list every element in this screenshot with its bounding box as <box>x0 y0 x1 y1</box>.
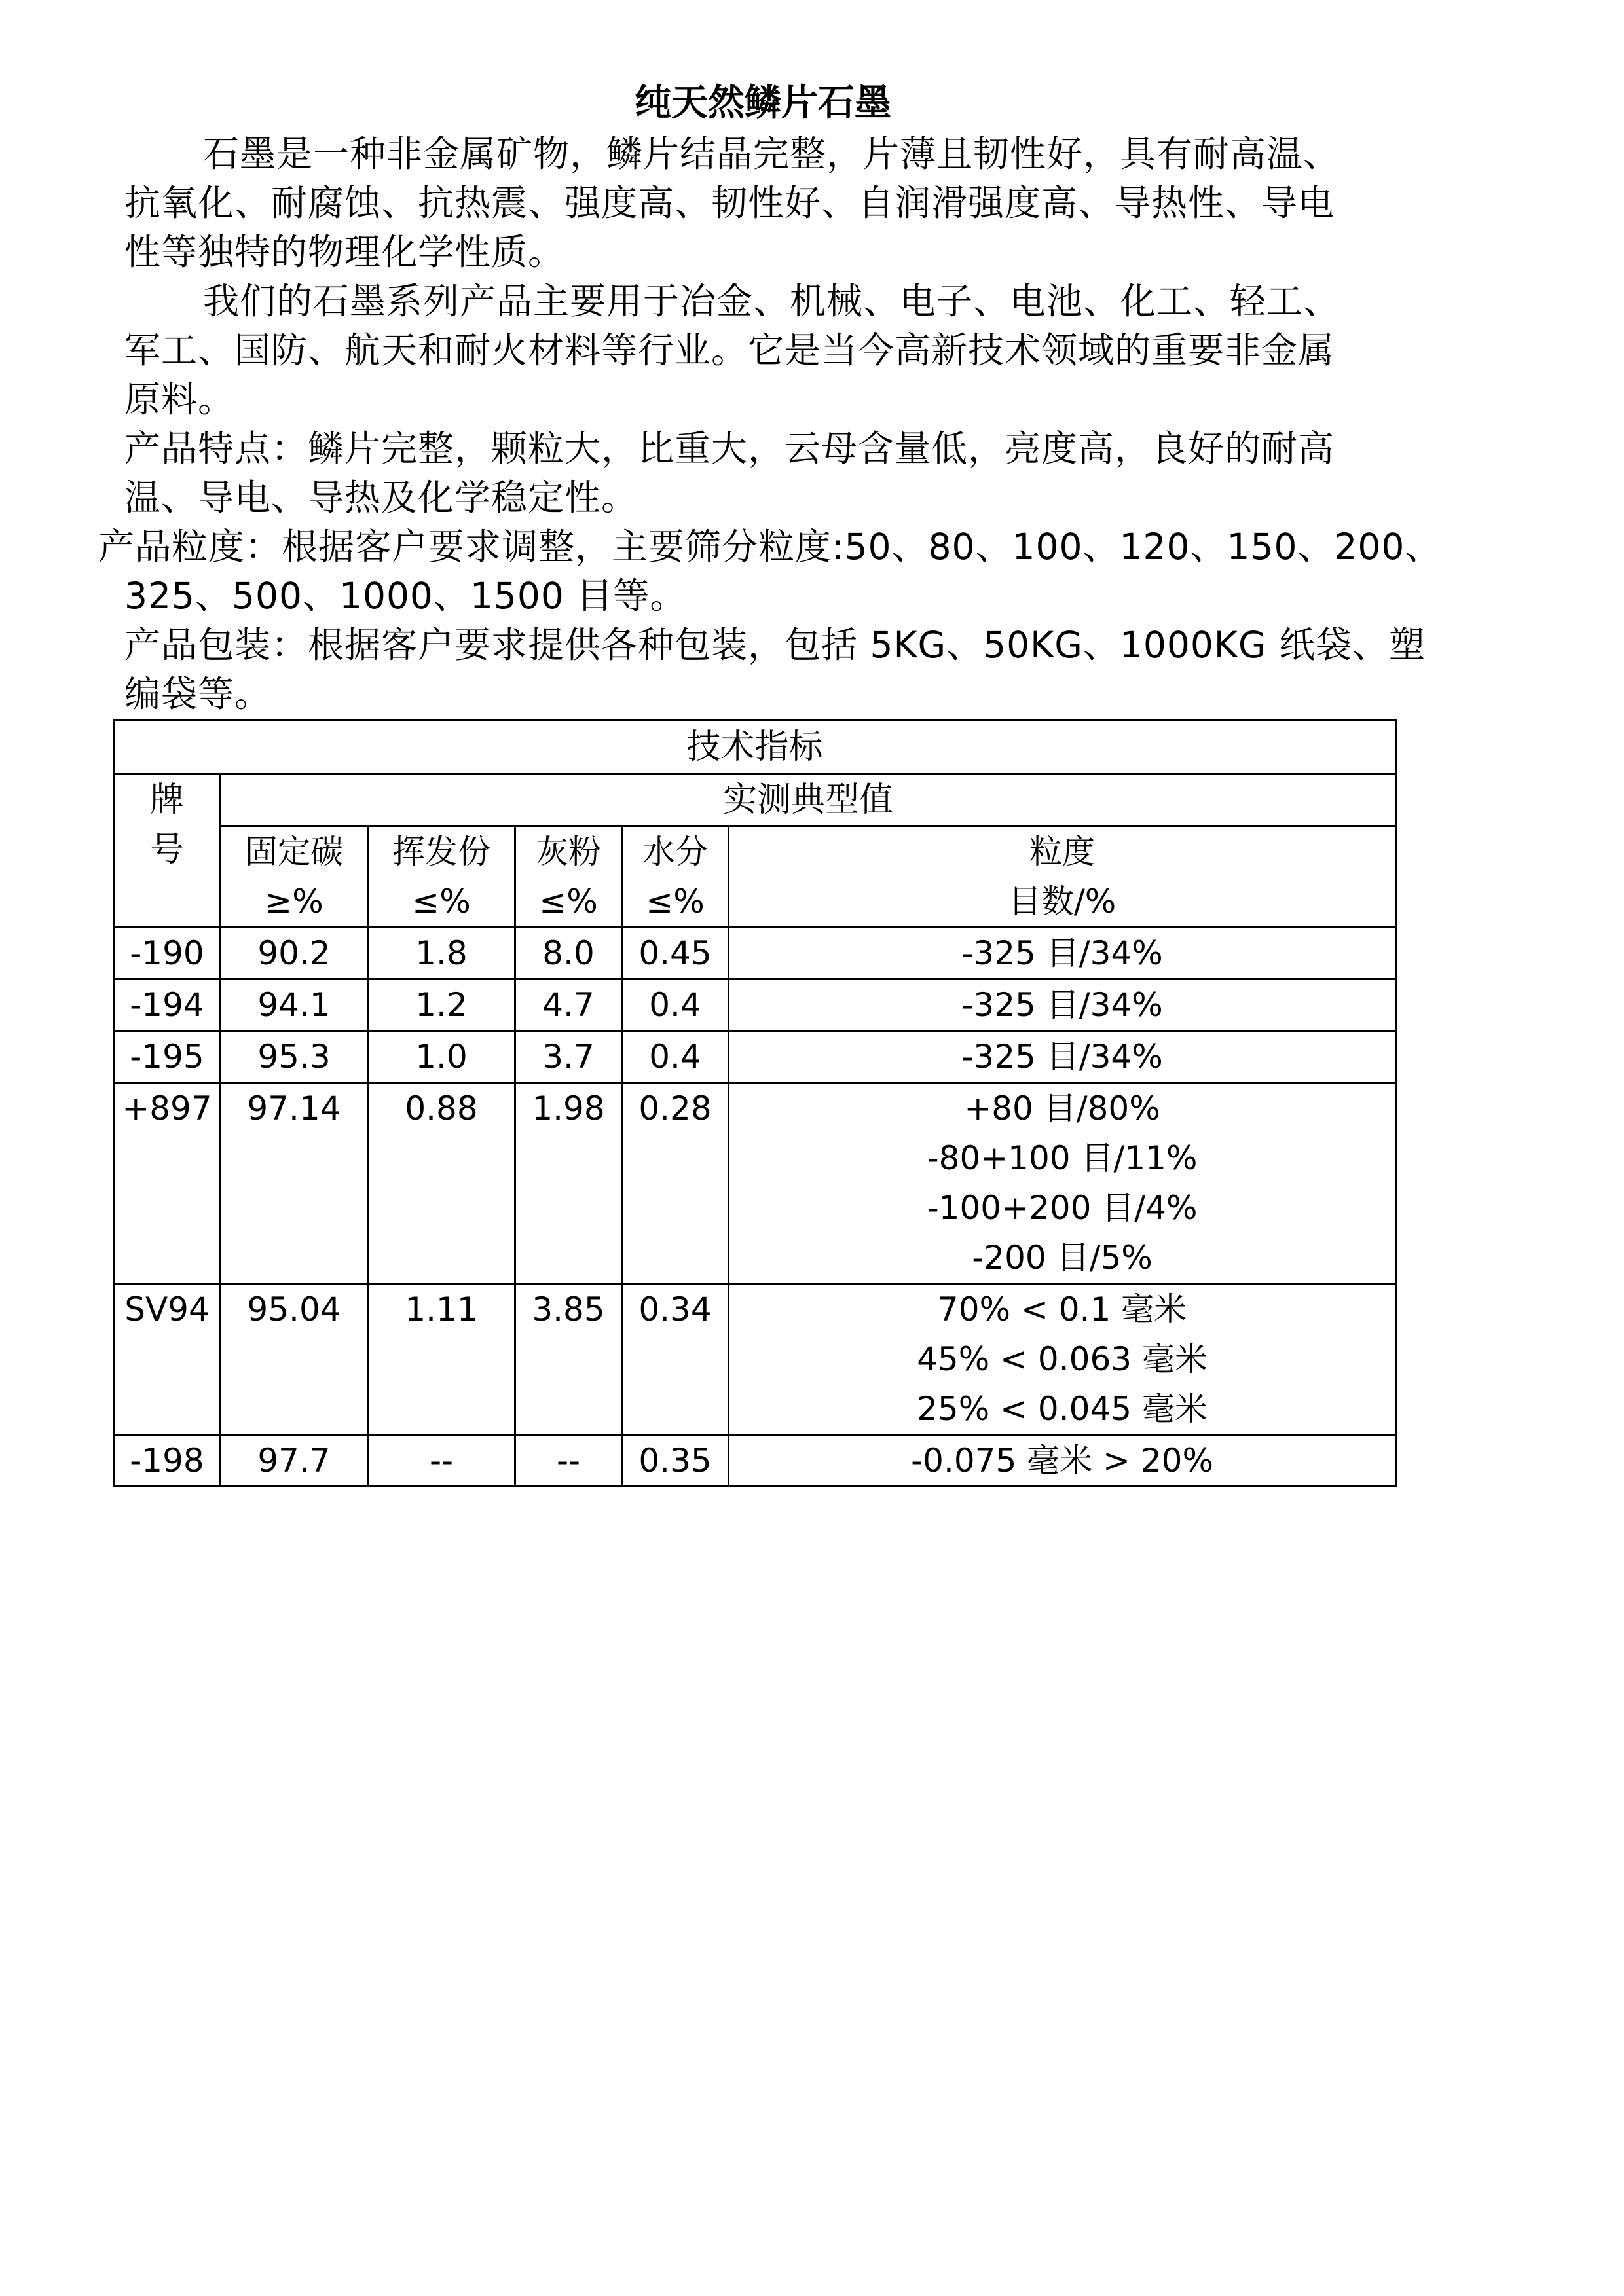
cell-ash: 8.0 <box>515 928 622 979</box>
document-title: 纯天然鳞片石墨 <box>635 82 891 124</box>
column-header-name: 粒度 <box>1029 833 1096 871</box>
cell-volatile: 1.2 <box>368 979 515 1031</box>
cell-volatile: 1.11 <box>368 1284 515 1435</box>
column-header-unit: ≤% <box>539 883 598 920</box>
particle-size-line: -80+100 目/11% <box>927 1139 1198 1177</box>
table-title-row <box>114 720 1396 774</box>
table-row <box>114 1083 1396 1284</box>
column-header-row <box>114 826 1396 928</box>
column-header-volatile <box>368 826 515 928</box>
technical-spec-table <box>113 719 1397 1487</box>
column-header-name: 固定碳 <box>245 833 343 871</box>
table-row <box>114 1435 1396 1487</box>
table-body <box>114 928 1396 1487</box>
cell-volatile: 1.8 <box>368 928 515 979</box>
granularity-paragraph-line-2: 325、500、1000、1500 目等。 <box>124 575 687 617</box>
cell-moisture: 0.34 <box>622 1284 729 1435</box>
particle-size-line: -200 目/5% <box>972 1239 1153 1277</box>
cell-particle-size <box>729 1083 1396 1284</box>
features-paragraph-line-1: 产品特点：鳞片完整，颗粒大，比重大，云母含量低，亮度高，良好的耐高 <box>124 428 1335 469</box>
column-header-name: 挥发份 <box>392 833 490 871</box>
cell-grade: -190 <box>114 928 221 979</box>
table-subheader-row <box>114 774 1396 826</box>
cell-fixed-carbon: 97.14 <box>221 1083 368 1284</box>
cell-moisture: 0.4 <box>622 1031 729 1083</box>
intro-paragraph-line-3: 性等独特的物理化学性质。 <box>124 231 565 273</box>
cell-ash: 3.7 <box>515 1031 622 1083</box>
particle-size-line: -325 目/34% <box>961 1038 1163 1076</box>
cell-particle-size <box>729 928 1396 979</box>
table-row <box>114 979 1396 1031</box>
usage-paragraph-line-2: 军工、国防、航天和耐火材料等行业。它是当今高新技术领域的重要非金属 <box>124 329 1335 371</box>
cell-fixed-carbon: 95.3 <box>221 1031 368 1083</box>
column-header-particle-size <box>729 826 1396 928</box>
cell-moisture: 0.35 <box>622 1435 729 1487</box>
column-header-unit: ≤% <box>646 883 705 920</box>
table-row <box>114 1284 1396 1435</box>
cell-fixed-carbon: 97.7 <box>221 1435 368 1487</box>
column-header-carbon <box>221 826 368 928</box>
cell-volatile: -- <box>368 1435 515 1487</box>
packaging-paragraph-line-2: 编袋等。 <box>124 673 272 715</box>
cell-grade: SV94 <box>114 1284 221 1435</box>
cell-particle-size <box>729 1284 1396 1435</box>
cell-volatile: 0.88 <box>368 1083 515 1284</box>
granularity-paragraph-line-1: 产品粒度：根据客户要求调整，主要筛分粒度:50、80、100、120、150、200、 <box>98 526 1442 568</box>
table-row <box>114 1031 1396 1083</box>
cell-fixed-carbon: 90.2 <box>221 928 368 979</box>
cell-grade: -194 <box>114 979 221 1031</box>
table-row <box>114 928 1396 979</box>
particle-size-line: -0.075 毫米 > 20% <box>911 1442 1213 1480</box>
column-header-unit: ≤% <box>412 883 471 920</box>
column-header-unit: 目数/% <box>1008 883 1116 920</box>
usage-paragraph-line-1: 我们的石墨系列产品主要用于冶金、机械、电子、电池、化工、轻工、 <box>203 280 1340 322</box>
particle-size-line: +80 目/80% <box>964 1089 1160 1127</box>
cell-volatile: 1.0 <box>368 1031 515 1083</box>
cell-ash: -- <box>515 1435 622 1487</box>
particle-size-line: 45% < 0.063 毫米 <box>917 1340 1208 1378</box>
grade-header-char-1: 牌 <box>149 780 184 820</box>
cell-grade: +897 <box>114 1083 221 1284</box>
cell-ash: 1.98 <box>515 1083 622 1284</box>
measured-values-header: 实测典型值 <box>221 774 1396 826</box>
column-header-moisture <box>622 826 729 928</box>
column-header-name: 水分 <box>642 833 708 871</box>
cell-particle-size <box>729 1435 1396 1487</box>
cell-fixed-carbon: 95.04 <box>221 1284 368 1435</box>
cell-moisture: 0.28 <box>622 1083 729 1284</box>
column-header-unit: ≥% <box>265 883 323 920</box>
particle-size-line: 25% < 0.045 毫米 <box>917 1390 1208 1428</box>
cell-ash: 4.7 <box>515 979 622 1031</box>
cell-particle-size <box>729 979 1396 1031</box>
particle-size-line: -100+200 目/4% <box>927 1189 1198 1227</box>
cell-grade: -195 <box>114 1031 221 1083</box>
cell-ash: 3.85 <box>515 1284 622 1435</box>
grade-header <box>114 774 221 928</box>
cell-particle-size <box>729 1031 1396 1083</box>
particle-size-line: 70% < 0.1 毫米 <box>937 1290 1187 1328</box>
cell-grade: -198 <box>114 1435 221 1487</box>
cell-fixed-carbon: 94.1 <box>221 979 368 1031</box>
intro-paragraph-line-1: 石墨是一种非金属矿物，鳞片结晶完整，片薄且韧性好，具有耐高温、 <box>203 133 1340 175</box>
intro-paragraph-line-2: 抗氧化、耐腐蚀、抗热震、强度高、韧性好、自润滑强度高、导热性、导电 <box>124 182 1335 224</box>
particle-size-line: -325 目/34% <box>961 934 1163 972</box>
column-header-ash <box>515 826 622 928</box>
particle-size-line: -325 目/34% <box>961 986 1163 1024</box>
column-header-name: 灰粉 <box>536 833 601 871</box>
packaging-paragraph-line-1: 产品包装：根据客户要求提供各种包装，包括 5KG、50KG、1000KG 纸袋、塑 <box>124 624 1426 666</box>
table-title: 技术指标 <box>114 720 1396 774</box>
cell-moisture: 0.4 <box>622 979 729 1031</box>
usage-paragraph-line-3: 原料。 <box>124 378 235 420</box>
cell-moisture: 0.45 <box>622 928 729 979</box>
features-paragraph-line-2: 温、导电、导热及化学稳定性。 <box>124 477 638 519</box>
grade-header-char-2: 号 <box>149 830 184 869</box>
